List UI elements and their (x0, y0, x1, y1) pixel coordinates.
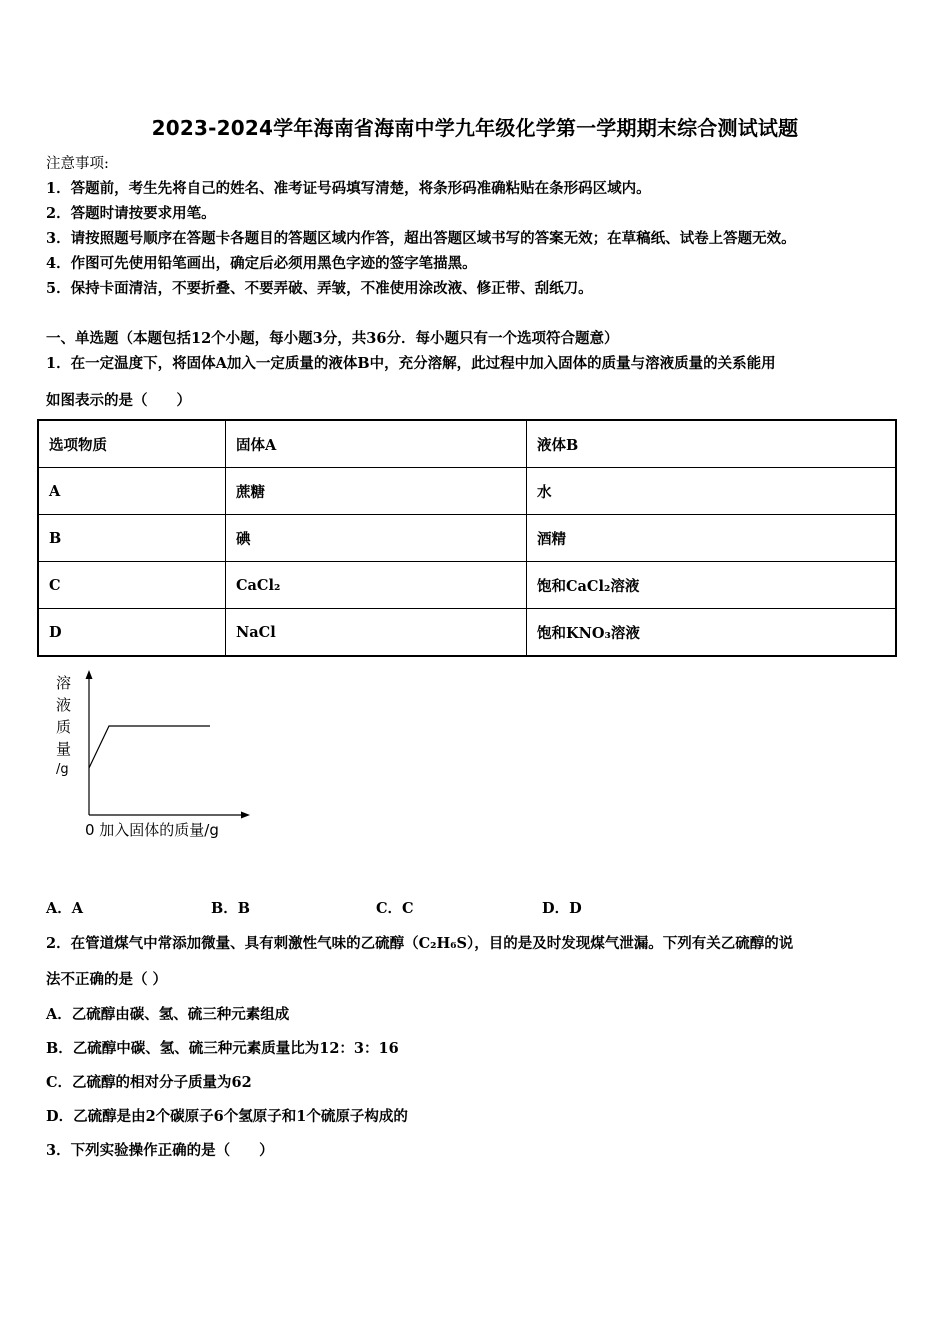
table-cell: CaCl₂ (226, 562, 527, 609)
table-cell: D (38, 609, 226, 657)
table-cell: A (38, 468, 226, 515)
note-item: 1．答题前，考生先将自己的姓名、准考证号码填写清楚，将条形码准确粘贴在条形码区域内。 (46, 180, 651, 197)
page-title: 2023-2024学年海南省海南中学九年级化学第一学期期末综合测试试题 (151, 116, 799, 140)
x-axis-label: 0 加入固体的质量/g (85, 821, 219, 839)
graph-curve (89, 726, 210, 768)
table-cell: 碘 (226, 515, 527, 562)
question-2-text-cont: 法不正确的是（ ） (46, 971, 168, 988)
y-axis-label-unit: /g (56, 762, 69, 777)
q2-option-b: B．乙硫醇中碳、氢、硫三种元素质量比为12：3：16 (46, 1040, 399, 1057)
table-header-cell: 选项物质 (38, 420, 226, 468)
notes-heading: 注意事项: (46, 156, 109, 172)
y-axis-label-char: 液 (56, 696, 72, 714)
table-cell: 饱和CaCl₂溶液 (527, 562, 897, 609)
x-axis-arrow-icon (241, 812, 250, 819)
q1-option-b: B．B (211, 900, 251, 917)
table-header-cell: 固体A (226, 420, 527, 468)
table-row (38, 609, 896, 657)
y-axis-arrow-icon (86, 670, 93, 679)
q2-option-a: A．乙硫醇由碳、氢、硫三种元素组成 (46, 1006, 290, 1023)
question-2-text: 2．在管道煤气中常添加微量、具有刺激性气味的乙硫醇（C₂H₆S），目的是及时发现煤气泄漏。下列有关乙硫醇的说 (46, 935, 794, 952)
table-cell: 酒精 (527, 515, 897, 562)
table-row (38, 562, 896, 609)
solution-mass-graph (50, 665, 260, 845)
note-item: 5．保持卡面清洁，不要折叠、不要弄破、弄皱，不准使用涂改液、修正带、刮纸刀。 (46, 280, 593, 297)
table-cell: B (38, 515, 226, 562)
table-cell: NaCl (226, 609, 527, 657)
y-axis-label-char: 量 (56, 740, 72, 758)
table-cell: 蔗糖 (226, 468, 527, 515)
y-axis-label-char: 溶 (56, 674, 72, 692)
table-row (38, 468, 896, 515)
q1-option-a: A．A (46, 900, 84, 917)
y-axis-label-char: 质 (56, 718, 72, 736)
table-cell: C (38, 562, 226, 609)
note-item: 4．作图可先使用铅笔画出，确定后必须用黑色字迹的签字笔描黑。 (46, 255, 477, 272)
question-1-text: 1．在一定温度下，将固体A加入一定质量的液体B中，充分溶解，此过程中加入固体的质量与溶液质量的关系能用 (46, 355, 776, 372)
question-1-text-cont: 如图表示的是（ ） (46, 392, 191, 409)
q2-option-d: D．乙硫醇是由2个碳原子6个氢原子和1个硫原子构成的 (46, 1108, 408, 1125)
q1-option-c: C．C (376, 900, 414, 917)
table-header-cell: 液体B (527, 420, 897, 468)
q2-option-c: C．乙硫醇的相对分子质量为62 (46, 1074, 252, 1091)
note-item: 3．请按照题号顺序在答题卡各题目的答题区域内作答，超出答题区域书写的答案无效；在草稿纸、试卷上答题无效。 (46, 230, 796, 247)
table-row (38, 515, 896, 562)
table-cell: 饱和KNO₃溶液 (527, 609, 897, 657)
q1-option-d: D．D (542, 900, 582, 917)
note-item: 2．答题时请按要求用笔。 (46, 205, 216, 222)
question-1-table (37, 419, 897, 657)
question-3-text: 3．下列实验操作正确的是（ ） (46, 1142, 274, 1159)
table-cell: 水 (527, 468, 897, 515)
table-header-row (38, 420, 896, 468)
section-heading: 一、单选题（本题包括12个小题，每小题3分，共36分．每小题只有一个选项符合题意） (46, 330, 619, 347)
